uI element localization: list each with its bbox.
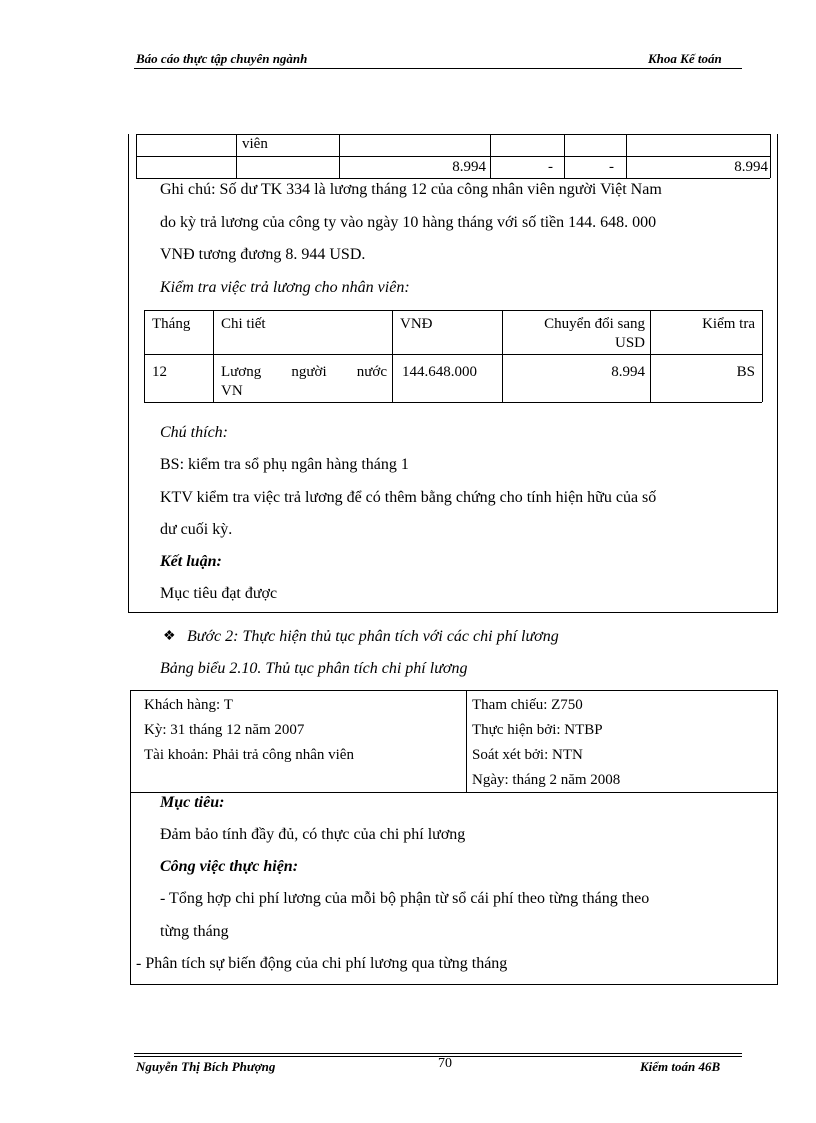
td-detail-l1: Lương người nước [221, 364, 387, 380]
work1-l2: từng tháng [160, 923, 229, 940]
info-divider [130, 792, 778, 793]
objective-text: Đảm bảo tính đầy đủ, có thực của chi phí lương [160, 826, 466, 843]
conclusion-text: Mục tiêu đạt được [160, 585, 278, 602]
legend-bs: BS: kiểm tra sổ phụ ngân hàng tháng 1 [160, 456, 409, 473]
legend-title: Chú thích: [160, 424, 228, 441]
td-vnd: 144.648.000 [402, 364, 477, 380]
note-line3: VNĐ tương đương 8. 944 USD. [160, 246, 366, 263]
step2-text: Bước 2: Thực hiện thủ tục phân tích với các chi phí lương [187, 628, 559, 645]
th-month: Tháng [152, 316, 191, 332]
td-check: BS [736, 364, 755, 380]
td-detail-l2: VN [221, 383, 243, 399]
header-right: Khoa Kế toán [648, 51, 722, 66]
th-detail: Chi tiết [221, 316, 266, 332]
frame-bottom [128, 612, 778, 613]
legend-ktv-l1: KTV kiểm tra việc trả lương để có thêm bằng chứng cho tính hiện hữu của số [160, 489, 657, 506]
th-check: Kiểm tra [702, 316, 755, 332]
td-usd: 8.994 [611, 364, 645, 380]
info-account: Tài khoản: Phải trả công nhân viên [144, 747, 354, 763]
top-cell-c6: 8.994 [734, 159, 768, 175]
note-line1: Ghi chú: Số dư TK 334 là lương tháng 12 của công nhân viên người Việt Nam [160, 181, 662, 198]
info-period: Kỳ: 31 tháng 12 năm 2007 [144, 722, 305, 738]
frame-right [777, 134, 778, 613]
th-conv-l2: USD [614, 335, 645, 351]
th-conv-l1: Chuyển đổi sang [544, 316, 645, 332]
header-rule [134, 68, 742, 69]
footer-author: Nguyễn Thị Bích Phượng [136, 1059, 276, 1074]
work2: - Phân tích sự biến động của chi phí lương qua từng tháng [136, 955, 508, 972]
th-vnd: VNĐ [400, 316, 433, 332]
info-ref: Tham chiếu: Z750 [472, 697, 583, 713]
info-date: Ngày: tháng 2 năm 2008 [472, 772, 621, 788]
top-cell-c5: - [609, 159, 614, 175]
note-line2: do kỳ trả lương của công ty vào ngày 10 hàng tháng với số tiền 144. 648. 000 [160, 214, 657, 231]
legend-ktv-l2: dư cuối kỳ. [160, 521, 233, 538]
td-month: 12 [152, 364, 167, 380]
footer-class: Kiểm toán 46B [640, 1059, 721, 1074]
info-col-divider [466, 690, 467, 792]
page-number: 70 [438, 1056, 452, 1071]
info-done-by: Thực hiện bởi: NTBP [472, 722, 603, 738]
info-reviewed-by: Soát xét bởi: NTN [472, 747, 583, 763]
work-title: Công việc thực hiện: [160, 858, 299, 875]
work1-l1: - Tổng hợp chi phí lương của mỗi bộ phận từ sổ cái phí theo từng tháng theo [160, 890, 650, 907]
top-cell-vien: viên [242, 136, 268, 152]
salary-check-title: Kiểm tra việc trả lương cho nhân viên: [160, 279, 410, 296]
objective-title: Mục tiêu: [160, 794, 225, 811]
table-caption: Bảng biểu 2.10. Thủ tục phân tích chi phí lương [160, 660, 468, 677]
top-cell-c3: 8.994 [452, 159, 486, 175]
header-left: Báo cáo thực tập chuyên ngành [136, 51, 308, 66]
conclusion-title: Kết luận: [160, 553, 222, 570]
top-cell-c4: - [548, 159, 553, 175]
info-client: Khách hàng: T [144, 697, 233, 713]
frame-left [128, 134, 129, 613]
diamond-bullet-icon: ❖ [163, 629, 176, 644]
